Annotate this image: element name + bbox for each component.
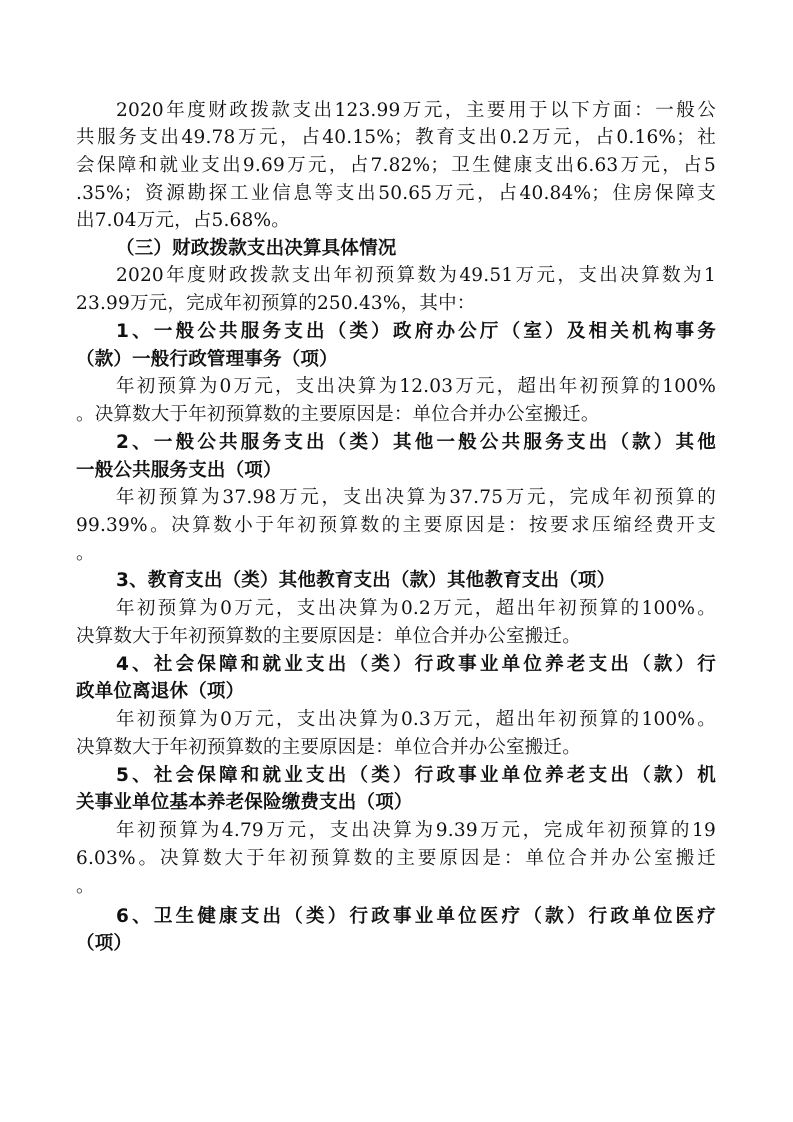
body-line: 会保障和就业支出9.69万元，占7.82%；卫生健康支出6.63万元，占5 [76,155,716,176]
item-heading: 6、卫生健康支出（类）行政事业单位医疗（款）行政单位医疗 [116,906,716,927]
body-line: 年初预算为0万元，支出决算为12.03万元，超出年初预算的100% [116,376,716,397]
body-line: 年初预算为0万元，支出决算为0.3万元，超出年初预算的100%。 [116,709,716,730]
body-line: 。决算数大于年初预算数的主要原因是：单位合并办公室搬迁。 [76,404,600,425]
body-line: 。 [76,543,95,564]
body-line: 年初预算为37.98万元，支出决算为37.75万元，完成年初预算的 [116,487,716,508]
body-line: 决算数大于年初预算数的主要原因是：单位合并办公室搬迁。 [76,737,581,758]
item-heading: 关事业单位基本养老保险缴费支出（项） [76,792,413,813]
body-line: .35%；资源勘探工业信息等支出50.65万元，占40.84%；住房保障支 [76,183,716,204]
item-heading: 4、社会保障和就业支出（类）行政事业单位养老支出（款）行 [116,654,716,675]
item-heading: 1、一般公共服务支出（类）政府办公厅（室）及相关机构事务 [116,321,716,342]
body-line: 99.39%。决算数小于年初预算数的主要原因是：按要求压缩经费开支 [76,515,716,536]
body-line: 年初预算为0万元，支出决算为0.2万元，超出年初预算的100%。 [116,598,716,619]
item-heading: （款）一般行政管理事务（项） [76,349,338,370]
body-line: 出7.04万元，占5.68%。 [76,210,290,231]
item-heading: 一般公共服务支出（项） [76,460,282,481]
item-heading: 政单位离退休（项） [76,681,245,702]
item-heading: （项） [76,933,133,954]
item-heading: 2、一般公共服务支出（类）其他一般公共服务支出（款）其他 [116,432,716,453]
body-line: 6.03%。决算数大于年初预算数的主要原因是：单位合并办公室搬迁 [76,848,716,869]
body-line: 决算数大于年初预算数的主要原因是：单位合并办公室搬迁。 [76,626,581,647]
section-heading: （三）财政拨款支出决算具体情况 [116,238,397,259]
body-line: 年初预算为4.79万元，支出决算为9.39万元，完成年初预算的19 [116,820,716,841]
body-line: 2020年度财政拨款支出年初预算数为49.51万元，支出决算数为1 [116,265,716,286]
item-heading: 5、社会保障和就业支出（类）行政事业单位养老支出（款）机 [116,765,716,786]
item-heading: 3、教育支出（类）其他教育支出（款）其他教育支出（项） [116,570,616,591]
body-line: 23.99万元，完成年初预算的250.43%，其中： [76,293,476,314]
body-line: 2020年度财政拨款支出123.99万元，主要用于以下方面：一般公 [116,100,716,121]
body-line: 。 [76,876,95,897]
body-line: 共服务支出49.78万元，占40.15%；教育支出0.2万元，占0.16%；社 [76,127,716,148]
